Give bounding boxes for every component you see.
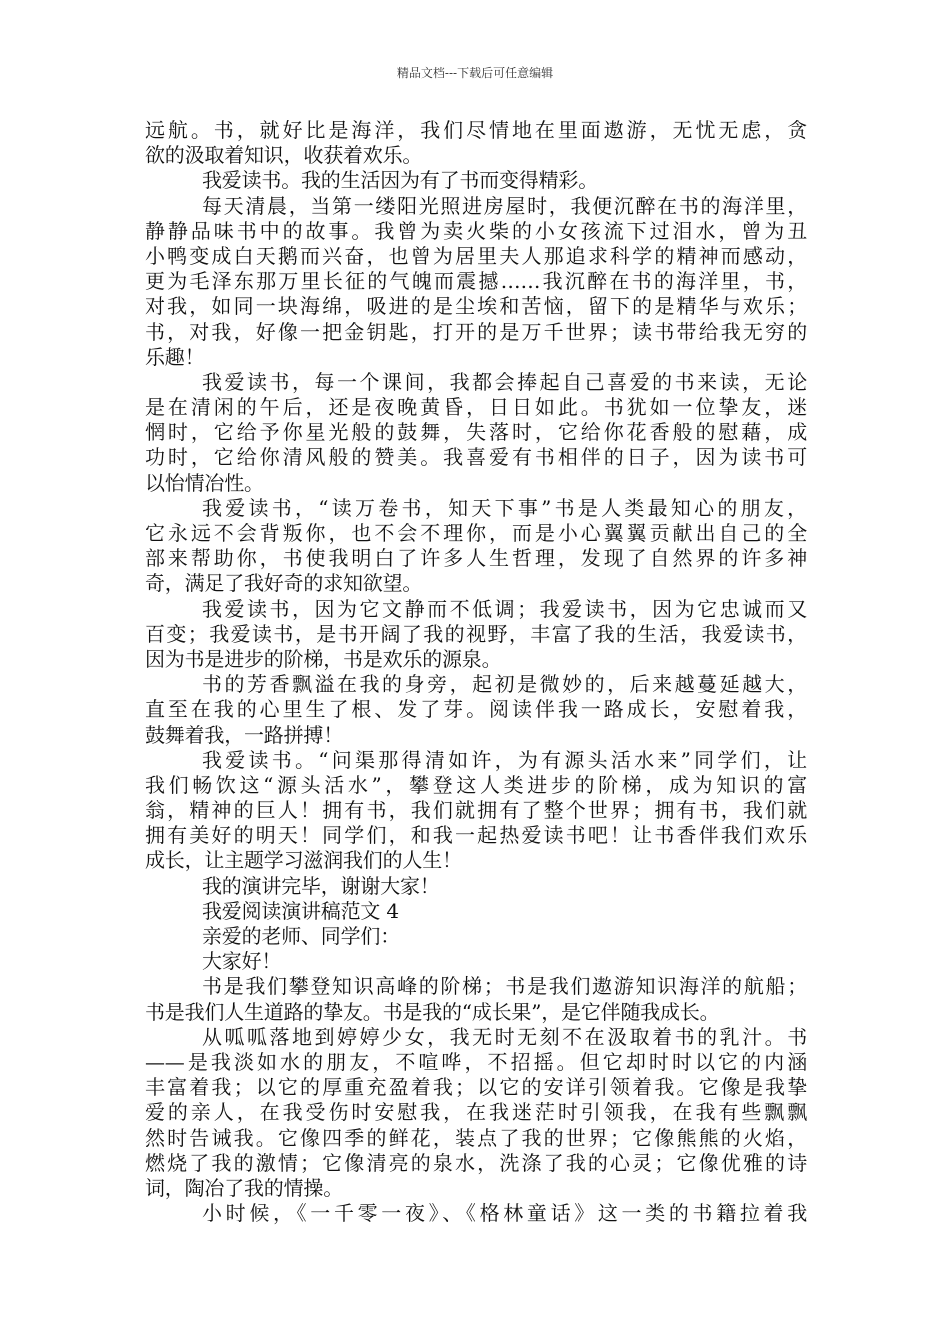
paragraph: [145, 874, 807, 899]
text-line: 我爱读书，每一个课间，我都会捧起自己喜爱的书来读，无论: [202, 369, 807, 394]
text-line: 以怡情冶性。: [145, 470, 264, 495]
text-line: 从呱呱落地到婷婷少女，我无时无刻不在汲取着书的乳汁。书: [202, 1024, 807, 1049]
paragraph: [145, 974, 807, 1024]
text-line: 我爱读书。我的生活因为有了书而变得精彩。: [202, 168, 598, 193]
text-line: 我们畅饮这“源头活水”，攀登这人类进步的阶梯，成为知识的富: [145, 772, 807, 797]
paragraph: [145, 496, 807, 597]
text-line: 拥有美好的明天！同学们，和我一起热爱读书吧！让书香伴我们欢乐: [145, 823, 807, 848]
text-line: 它永远不会背叛你，也不会不理你，而是小心翼翼贡献出自己的全: [145, 521, 807, 545]
text-line: 鼓舞着我，一路拼搏！: [145, 722, 343, 747]
text-line: 乐趣！: [145, 344, 205, 369]
paragraph: [145, 194, 807, 370]
paragraph: [145, 1201, 807, 1226]
text-line: 每天清晨，当第一缕阳光照进房屋时，我便沉醉在书的海洋里，: [202, 193, 807, 218]
text-line: 我爱读书，“读万卷书，知天下事”书是人类最知心的朋友，: [202, 495, 807, 520]
paragraph: [145, 672, 807, 748]
text-line: 奇，满足了我好奇的求知欲望。: [145, 571, 423, 596]
text-line: 是在清闲的午后，还是夜晚黄昏，日日如此。书犹如一位挚友，迷: [145, 395, 807, 420]
text-line: 对我，如同一块海绵，吸进的是尘埃和苦恼，留下的是精华与欢乐；: [145, 294, 807, 319]
text-line: 词，陶冶了我的情操。: [145, 1175, 343, 1200]
text-line: 书是我们攀登知识高峰的阶梯；书是我们遨游知识海洋的航船；: [202, 974, 807, 999]
text-line: 燃烧了我的激情；它像清亮的泉水，洗涤了我的心灵；它像优雅的诗: [145, 1150, 807, 1175]
text-line: 欲的汲取着知识，收获着欢乐。: [145, 143, 423, 168]
text-line: 百变；我爱读书，是书开阔了我的视野，丰富了我的生活，我爱读书，: [145, 621, 807, 646]
text-line: 直至在我的心里生了根、发了芽。阅读伴我一路成长，安慰着我，: [145, 697, 807, 722]
text-line: 我爱读书。“问渠那得清如许，为有源头活水来”同学们，让: [202, 747, 807, 772]
text-line: 书的芳香飘溢在我的身旁，起初是微妙的，后来越蔓延越大，: [202, 672, 807, 697]
paragraph: [145, 370, 807, 496]
paragraph: [145, 1025, 807, 1201]
text-line: 远航。书，就好比是海洋，我们尽情地在里面遨游，无忧无虑，贪: [145, 118, 807, 142]
paragraph: [145, 899, 807, 924]
text-line: 静静品味书中的故事。我曾为卖火柴的小女孩流下过泪水，曾为丑: [145, 218, 807, 243]
paragraph: [145, 949, 807, 974]
text-line: 功时，它给你清风般的赞美。我喜爱有书相伴的日子，因为读书可: [145, 445, 807, 470]
text-line: ——是我淡如水的朋友，不喧哗，不招摇。但它却时时以它的内涵: [145, 1049, 807, 1074]
paragraph: [145, 168, 807, 193]
page-header: 精品文档---下载后可任意编辑: [396, 66, 554, 80]
paragraph: [145, 924, 807, 949]
paragraph: [145, 597, 807, 673]
paragraph: [145, 748, 807, 874]
paragraph: [145, 118, 807, 168]
text-line: 亲爱的老师、同学们：: [202, 924, 400, 948]
text-line: 然时告诫我。它像四季的鲜花，装点了我的世界；它像熊熊的火焰，: [145, 1125, 807, 1150]
text-line: 因为书是进步的阶梯，书是欢乐的源泉。: [145, 646, 502, 671]
text-line: 书，对我，好像一把金钥匙，打开的是万千世界；读书带给我无穷的: [145, 319, 807, 344]
text-line: 更为毛泽东那万里长征的气魄而震撼……我沉醉在书的海洋里，书，: [145, 269, 807, 294]
text-line: 小时候，《一千零一夜》、《格林童话》这一类的书籍拉着我: [202, 1201, 807, 1226]
text-line: 部来帮助你，书使我明白了许多人生哲理，发现了自然界的许多神: [145, 546, 807, 571]
text-line: 翁，精神的巨人！拥有书，我们就拥有了整个世界；拥有书，我们就: [145, 798, 807, 823]
text-line: 我爱阅读演讲稿范文 4: [202, 898, 399, 923]
text-line: 爱的亲人，在我受伤时安慰我，在我迷茫时引领我，在我有些飘飘: [145, 1100, 807, 1125]
text-line: 成长，让主题学习滋润我们的人生！: [145, 848, 462, 873]
text-line: 小鸭变成白天鹅而兴奋，也曾为居里夫人那追求科学的精神而感动，: [145, 243, 807, 268]
document-body: [145, 118, 807, 1226]
text-line: 我的演讲完毕，谢谢大家！: [202, 873, 440, 898]
text-line: 书是我们人生道路的挚友。书是我的“成长果”，是它伴随我成长。: [145, 999, 720, 1024]
text-line: 我爱读书，因为它文静而不低调；我爱读书，因为它忠诚而又: [202, 596, 807, 621]
text-line: 丰富着我；以它的厚重充盈着我；以它的安详引领着我。它像是我挚: [145, 1075, 807, 1100]
text-line: 大家好！: [202, 949, 282, 974]
text-line: 惘时，它给予你星光般的鼓舞，失落时，它给你花香般的慰藉，成: [145, 420, 807, 445]
